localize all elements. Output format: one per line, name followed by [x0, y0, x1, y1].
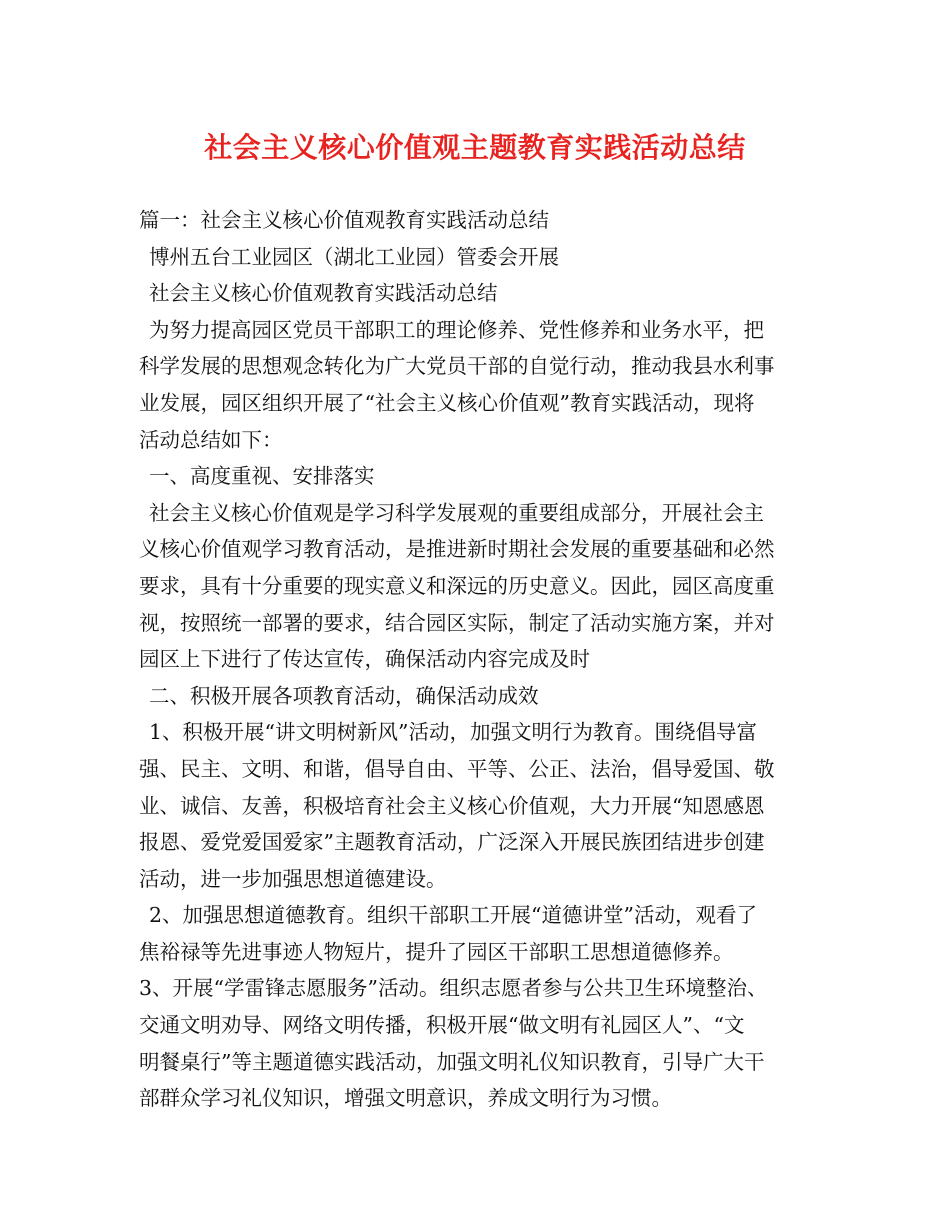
document-body: [139, 202, 829, 1117]
paragraph-line: 焦裕禄等先进事迹人物短片，提升了园区干部职工思想道德修养。: [139, 939, 734, 964]
paragraph-line: 业、诚信、友善，积极培育社会主义核心价值观，大力开展“知恩感恩: [139, 793, 765, 818]
paragraph-line: 部群众学习礼仪知识，增强文明意识，养成文明行为习惯。: [139, 1086, 672, 1111]
paragraph-line: 明餐桌行”等主题道德实践活动，加强文明礼仪知识教育，引导广大干: [139, 1049, 765, 1074]
section-heading-one: 一、高度重视、安排落实: [149, 464, 375, 489]
document-title: 社会主义核心价值观主题教育实践活动总结: [204, 131, 746, 164]
paragraph-line: 业发展，园区组织开展了“社会主义核心价值观”教育实践活动，现将: [139, 390, 755, 415]
list-item-line: 1、积极开展“讲文明树新风”活动，加强文明行为教育。围绕倡导富: [149, 720, 758, 745]
paragraph-line: 活动，进一步加强思想道德建设。: [139, 866, 447, 891]
list-item-line: 2、加强思想道德教育。组织干部职工开展“道德讲堂”活动，观看了: [149, 903, 758, 928]
paragraph-line: 活动总结如下：: [139, 427, 283, 452]
paragraph-line: 要求，具有十分重要的现实意义和深远的历史意义。因此，园区高度重: [139, 573, 775, 598]
paragraph-line: 社会主义核心价值观是学习科学发展观的重要组成部分，开展社会主: [149, 500, 764, 525]
paragraph-line: 为努力提高园区党员干部职工的理论修养、党性修养和业务水平，把: [149, 317, 764, 342]
paragraph-line: 强、民主、文明、和谐，倡导自由、平等、公正、法治，倡导爱国、敬: [139, 756, 775, 781]
paragraph-line: 园区上下进行了传达宣传，确保活动内容完成及时: [139, 647, 590, 672]
list-item-line: 3、开展“学雷锋志愿服务”活动。组织志愿者参与公共卫生环境整治、: [139, 976, 768, 1001]
section-heading-two: 二、积极开展各项教育活动，确保活动成效: [149, 683, 539, 708]
paragraph-line: 科学发展的思想观念转化为广大党员干部的自觉行动，推动我县水利事: [139, 354, 775, 379]
paragraph-line: 交通文明劝导、网络文明传播，积极开展“做文明有礼园区人”、“文: [139, 1013, 745, 1038]
subtitle-line-2: 社会主义核心价值观教育实践活动总结: [149, 281, 498, 306]
section-heading-part-one: 篇一：社会主义核心价值观教育实践活动总结: [139, 208, 549, 232]
paragraph-line: 报恩、爱党爱国爱家”主题教育活动，广泛深入开展民族团结进步创建: [139, 830, 765, 855]
paragraph-line: 义核心价值观学习教育活动，是推进新时期社会发展的重要基础和必然: [139, 537, 775, 562]
subtitle-line-1: 博州五台工业园区（湖北工业园）管委会开展: [149, 244, 559, 269]
paragraph-line: 视，按照统一部署的要求，结合园区实际，制定了活动实施方案，并对: [139, 610, 775, 635]
